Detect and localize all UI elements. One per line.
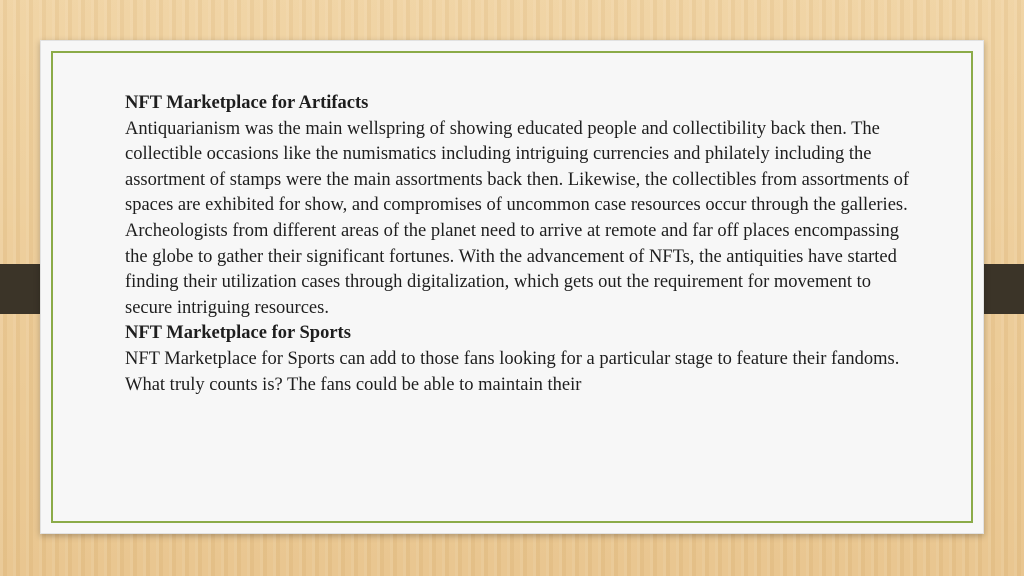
slide-card <box>40 40 984 534</box>
section-heading-sports: NFT Marketplace for Sports <box>125 323 351 344</box>
section-body-artifacts: Antiquarianism was the main wellspring of showing educated people and collectibility back then. The collectible occasions like the numismatics including intriguing currencies and philately including the assortment of stamps were the main assortments back then. Likewise, the collectibles from assortments of spaces are exhibited for show, and compromises of uncommon case resources occur through the galleries. Archeologists from different areas of the planet need to arrive at remote and far off places encompassing the globe to gather their significant fortunes. With the advancement of NFTs, the antiquities have started finding their utilization cases through digitalization, which gets out the requirement for movement to secure intriguing resources. <box>125 118 909 318</box>
slide-content <box>125 91 915 398</box>
section-body-sports: NFT Marketplace for Sports can add to those fans looking for a particular stage to feature their fandoms. What truly counts is? The fans could be able to maintain their <box>125 348 900 395</box>
section-heading-artifacts: NFT Marketplace for Artifacts <box>125 93 369 113</box>
